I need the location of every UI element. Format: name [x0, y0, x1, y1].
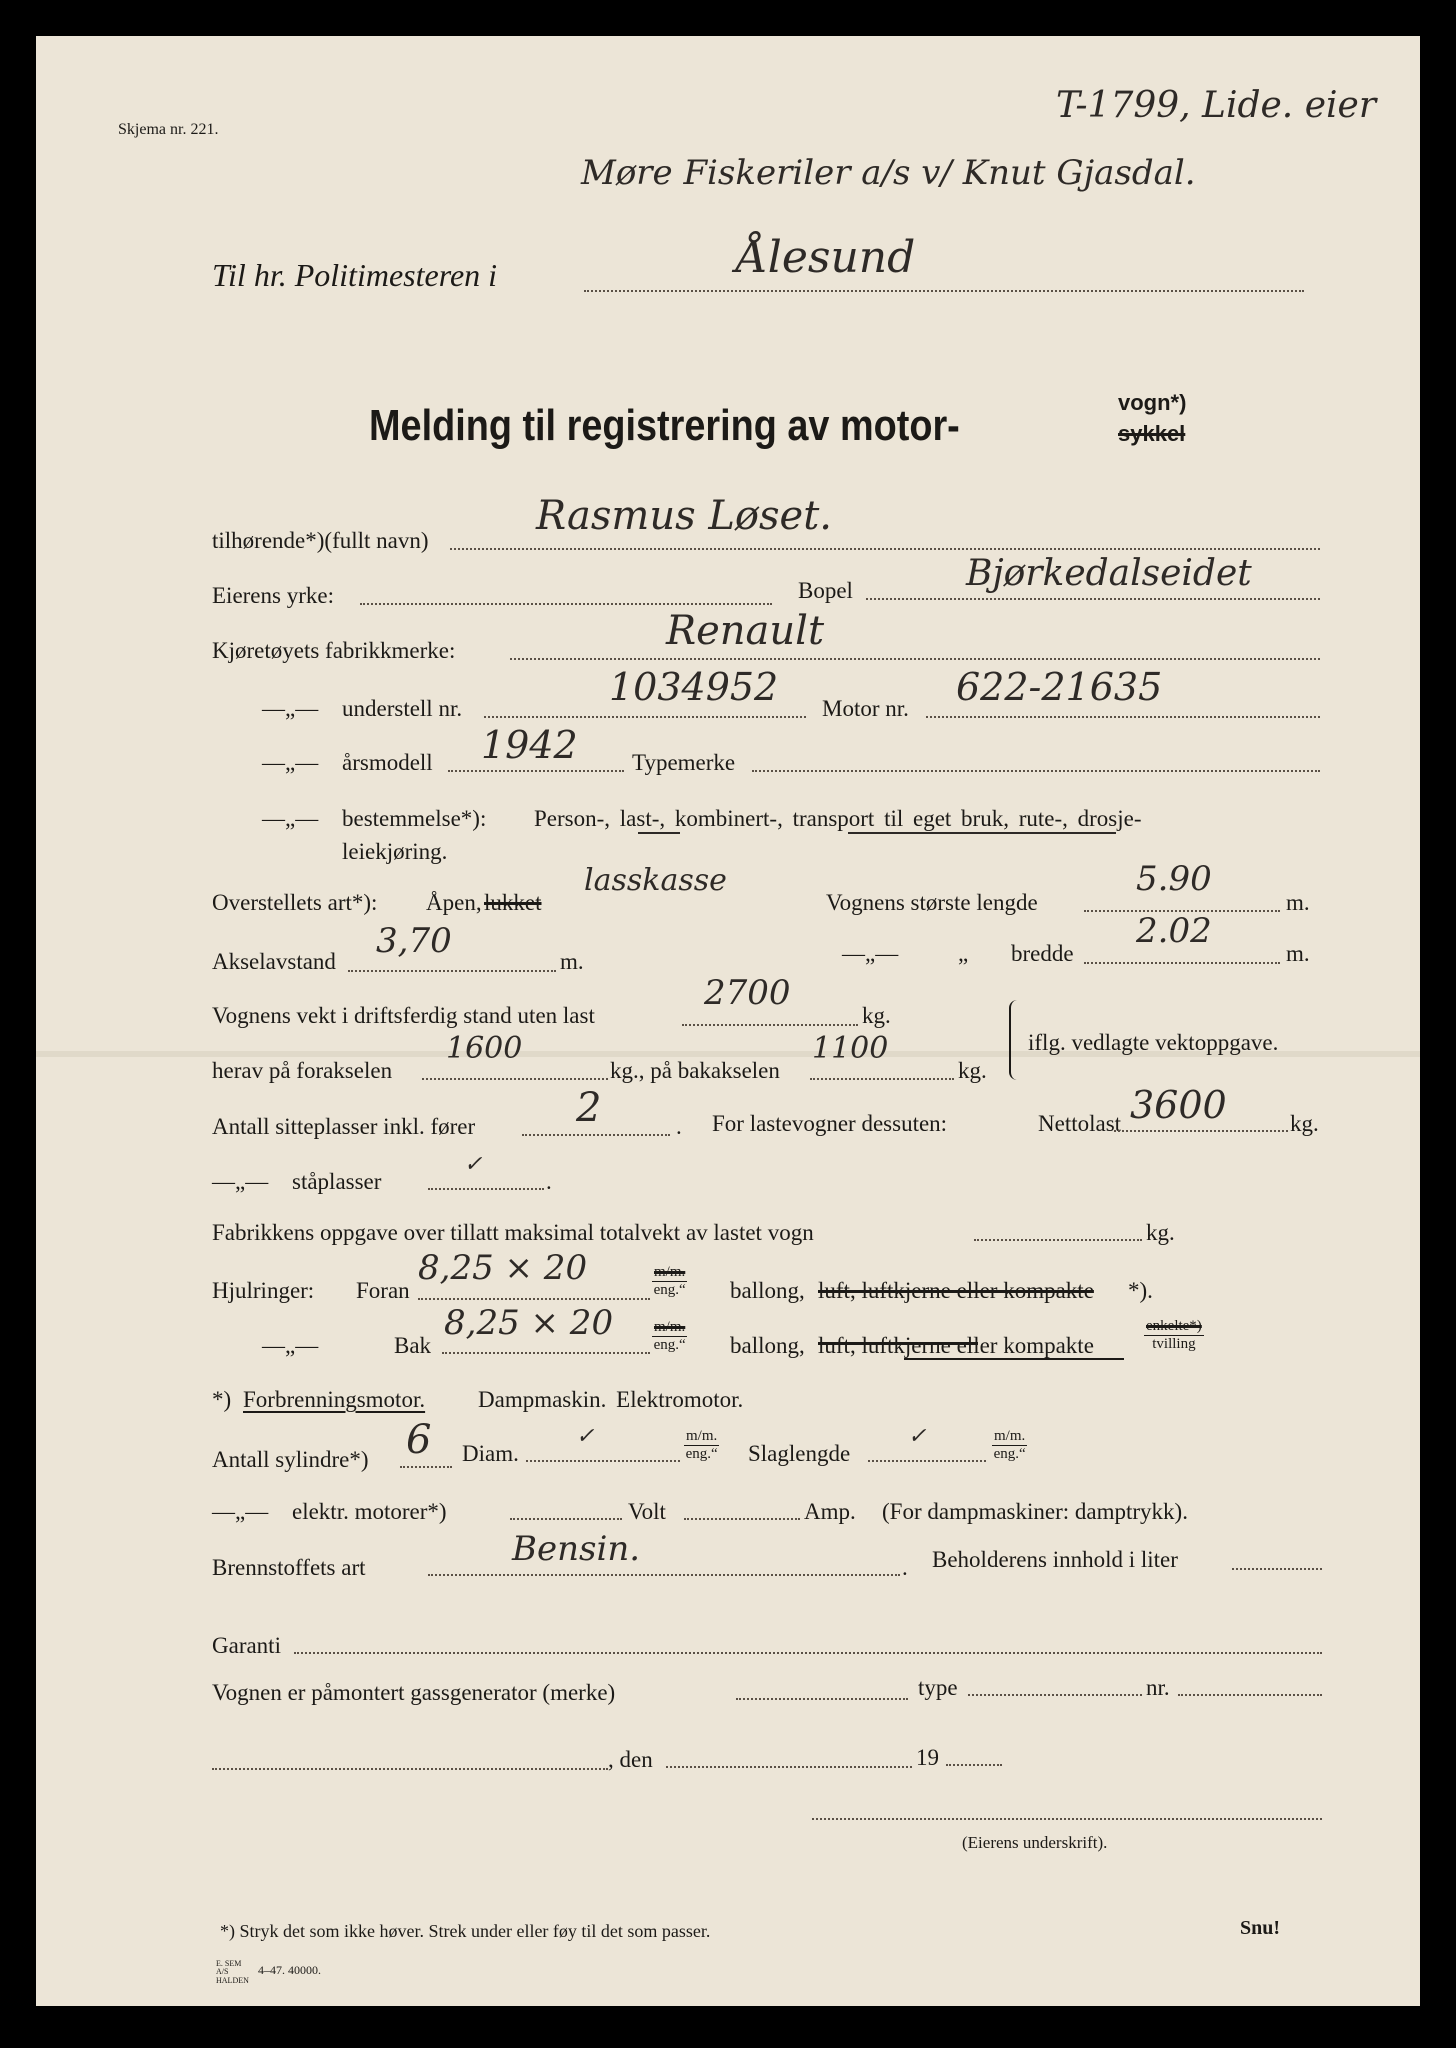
- stroke-unit: [992, 1428, 1027, 1464]
- standing-label: ståplasser: [292, 1169, 382, 1194]
- body-open: Åpen,: [426, 890, 482, 915]
- rear-ballong: ballong,: [730, 1333, 805, 1358]
- form-number: Skjema nr. 221.: [118, 121, 219, 138]
- gas-nr-line: [1178, 1694, 1322, 1696]
- unit-m: m.: [560, 949, 584, 974]
- ditto-mark: —„—: [212, 1499, 269, 1524]
- unit-mm: m/m.: [684, 1428, 719, 1446]
- front-axle-value: 1600: [446, 1031, 523, 1066]
- residence-line: [866, 598, 1320, 600]
- rear-tire-underline: [904, 1358, 1124, 1360]
- rear-wheel-unit: [652, 1319, 687, 1355]
- date-den: , den: [608, 1747, 653, 1772]
- unit-kg: kg.: [1290, 1111, 1319, 1136]
- unit-mm: m/m.: [652, 1319, 687, 1337]
- date-line: [666, 1766, 912, 1768]
- axle-value: 3,70: [376, 921, 452, 961]
- unit-eng: eng.“: [993, 1446, 1026, 1463]
- payload-line: [1114, 1130, 1288, 1132]
- twin-option: tvilling: [1152, 1336, 1196, 1353]
- steam-label: (For dampmaskiner: damptrykk).: [882, 1499, 1188, 1524]
- front-wheel-line: [418, 1298, 650, 1300]
- axle-label: Akselavstand: [212, 949, 336, 974]
- rear-axle-label: kg., på bakakselen: [610, 1058, 780, 1083]
- front-wheel-value: 8,25 × 20: [418, 1248, 588, 1288]
- rear-tire-types: luft, luftkjerne eller kompakte: [818, 1333, 1094, 1358]
- diameter-value: ✓: [576, 1424, 595, 1449]
- body-value: lasskasse: [584, 863, 727, 898]
- fuel-period: .: [902, 1555, 908, 1580]
- make-line: [510, 658, 1320, 660]
- chassis-label: understell nr.: [342, 696, 463, 721]
- purpose-options: Person-, last-, kombinert-, transport til eget bruk, rute-, drosje-: [534, 806, 1142, 831]
- rear-wheel-label: Bak: [394, 1333, 432, 1358]
- purpose-transport-underline: [848, 832, 1116, 834]
- rear-tire-strike: [818, 1342, 978, 1345]
- front-ballong: ballong,: [730, 1278, 805, 1303]
- date-year-prefix: 19: [916, 1745, 939, 1770]
- unit-kg: kg.: [958, 1058, 987, 1083]
- standing-period: .: [546, 1169, 552, 1194]
- truck-label: For lastevogner dessuten:: [712, 1111, 948, 1136]
- gas-generator-line: [736, 1698, 908, 1700]
- residence-label: Bopel: [798, 578, 853, 603]
- ditto-mark: —„—: [262, 806, 319, 831]
- unit-eng: eng.“: [653, 1337, 686, 1354]
- addressee-line: [584, 290, 1304, 292]
- ditto-mark: —„—: [262, 1333, 319, 1358]
- form-page: [36, 36, 1420, 2006]
- residence-value: Bjørkedalseidet: [966, 553, 1252, 594]
- motor-number-label: Motor nr.: [822, 696, 909, 721]
- unit-m: m.: [1286, 890, 1310, 915]
- weight-brace: [1009, 1000, 1021, 1080]
- purpose-continued: leiekjøring.: [342, 839, 448, 864]
- engine-other: Dampmaskin. Elektromotor.: [478, 1387, 744, 1412]
- unit-mm: m/m.: [992, 1428, 1027, 1446]
- unit-kg: kg.: [862, 1003, 891, 1028]
- addressee-label: Til hr. Politimesteren i: [212, 257, 498, 293]
- motor-number-value: 622-21635: [956, 665, 1163, 709]
- owner-label: tilhørende*)(fullt navn): [212, 528, 429, 553]
- diameter-line: [526, 1460, 680, 1462]
- seats-line: [522, 1134, 670, 1136]
- unit-m: m.: [1286, 941, 1310, 966]
- amp-label: Amp.: [804, 1499, 856, 1524]
- electric-motors-label: elektr. motorer*): [292, 1499, 447, 1524]
- ditto-mark: —„—: [262, 750, 319, 775]
- engine-combustion: Forbrenningsmotor.: [243, 1387, 426, 1412]
- purpose-label: bestemmelse*):: [342, 806, 487, 831]
- payload-value: 3600: [1130, 1083, 1227, 1127]
- body-closed: lukket: [484, 890, 542, 915]
- max-weight-label: Fabrikkens oppgave over tillatt maksimal totalvekt av lastet vogn: [212, 1220, 814, 1245]
- weight-value: 2700: [704, 973, 791, 1013]
- seats-label: Antall sitteplasser inkl. fører: [212, 1114, 476, 1139]
- diameter-label: Diam.: [462, 1441, 519, 1466]
- ditto-mark: —„—: [212, 1169, 269, 1194]
- front-wheel-label: Foran: [356, 1278, 410, 1303]
- year-value: 1942: [481, 723, 578, 767]
- length-value: 5.90: [1136, 859, 1212, 899]
- make-value: Renault: [666, 608, 825, 654]
- gas-nr-label: nr.: [1146, 1675, 1170, 1700]
- wheels-label: Hjulringer:: [212, 1278, 315, 1303]
- seats-value: 2: [576, 1085, 602, 1131]
- motor-number-line: [926, 716, 1320, 718]
- width-line: [1084, 962, 1280, 964]
- unit-mm: m/m.: [652, 1264, 687, 1282]
- type-line: [752, 770, 1320, 772]
- handwritten-reference: T-1799, Lide. eier: [1056, 85, 1377, 126]
- electric-motors-line: [510, 1518, 622, 1520]
- handwritten-owner-note: Møre Fiskeriler a/s v/ Knut Gjasdal.: [581, 153, 1196, 193]
- unit-kg: kg.: [1146, 1220, 1175, 1245]
- type-label: Typemerke: [632, 750, 736, 775]
- stroke-label: Slaglengde: [748, 1441, 851, 1466]
- gas-type-line: [968, 1694, 1142, 1696]
- occupation-line: [360, 603, 772, 605]
- date-year-line: [946, 1764, 1002, 1766]
- max-weight-line: [974, 1239, 1142, 1241]
- ditto-mark: —„—: [842, 941, 899, 966]
- year-line: [448, 770, 624, 772]
- seats-period: .: [676, 1114, 682, 1139]
- axle-line: [348, 970, 556, 972]
- front-axle-line: [422, 1078, 608, 1080]
- ditto-mark: —„—: [262, 696, 319, 721]
- year-label: årsmodell: [342, 750, 433, 775]
- rear-wheel-line: [442, 1352, 650, 1354]
- occupation-label: Eierens yrke:: [212, 583, 334, 608]
- ditto-quote: „: [958, 941, 969, 966]
- footer-note: *) Stryk det som ikke høver. Strek under eller føy til det som passer.: [220, 1921, 711, 1941]
- title-option-vogn: vogn*): [1118, 390, 1187, 415]
- weight-label: Vognens vekt i driftsferdig stand uten last: [212, 1003, 595, 1028]
- volt-label: Volt: [628, 1499, 666, 1524]
- turn-over-label: Snu!: [1240, 1917, 1281, 1939]
- length-label: Vognens største lengde: [826, 890, 1038, 915]
- standing-value: ✓: [464, 1152, 483, 1177]
- rear-wheel-value: 8,25 × 20: [444, 1303, 614, 1343]
- standing-line: [428, 1188, 544, 1190]
- chassis-line: [484, 716, 806, 718]
- tank-line: [1232, 1568, 1322, 1570]
- purpose-last-underline: [638, 832, 680, 834]
- width-label: bredde: [1011, 941, 1074, 966]
- engine-star: *): [212, 1387, 232, 1412]
- front-tire-types: luft, luftkjerne eller kompakte: [818, 1278, 1094, 1303]
- chassis-value: 1034952: [609, 665, 779, 709]
- printer-name: E. SEM A/S HALDEN: [216, 1959, 249, 1985]
- diameter-unit: [684, 1428, 719, 1464]
- payload-label: Nettolast: [1038, 1111, 1122, 1136]
- cylinders-value: 6: [406, 1417, 432, 1463]
- front-wheel-unit: [652, 1264, 687, 1300]
- weight-line: [682, 1024, 858, 1026]
- owner-value: Rasmus Løset.: [536, 493, 832, 539]
- form-title: Melding til registrering av motor-: [369, 401, 960, 450]
- addressee-city: Ålesund: [736, 232, 916, 283]
- gas-type-label: type: [918, 1675, 958, 1700]
- unit-eng: eng.“: [685, 1446, 718, 1463]
- make-label: Kjøretøyets fabrikkmerke:: [212, 638, 456, 663]
- fuel-line: [428, 1574, 900, 1576]
- title-option-sykkel: sykkel: [1118, 421, 1186, 446]
- body-label: Overstellets art*):: [212, 890, 378, 915]
- guarantee-line: [294, 1652, 1322, 1654]
- single-twin-choice: [1144, 1318, 1204, 1354]
- rear-axle-value: 1100: [812, 1031, 889, 1066]
- single-option: enkelte*): [1144, 1318, 1204, 1336]
- owner-line: [450, 548, 1320, 550]
- gas-generator-label: Vognen er påmontert gassgenerator (merke): [212, 1680, 616, 1705]
- place-line: [212, 1768, 608, 1770]
- stroke-line: [868, 1460, 986, 1462]
- signature-line: [812, 1818, 1322, 1820]
- cylinders-label: Antall sylindre*): [212, 1447, 369, 1472]
- front-axle-label: herav på forakselen: [212, 1058, 393, 1083]
- print-code: 4–47. 40000.: [258, 1963, 321, 1977]
- tank-label: Beholderens innhold i liter: [932, 1547, 1178, 1572]
- fuel-label: Brennstoffets art: [212, 1555, 366, 1580]
- weight-note: iflg. vedlagte vektoppgave.: [1028, 1030, 1279, 1055]
- front-tire-star: *).: [1128, 1278, 1153, 1303]
- stroke-value: ✓: [908, 1424, 927, 1449]
- cylinders-line: [400, 1466, 452, 1468]
- volt-line: [684, 1518, 800, 1520]
- rear-axle-line: [810, 1078, 954, 1080]
- unit-eng: eng.“: [653, 1282, 686, 1299]
- width-value: 2.02: [1136, 911, 1212, 951]
- guarantee-label: Garanti: [212, 1633, 281, 1658]
- fuel-value: Bensin.: [512, 1529, 641, 1569]
- signature-label: (Eierens underskrift).: [962, 1833, 1108, 1852]
